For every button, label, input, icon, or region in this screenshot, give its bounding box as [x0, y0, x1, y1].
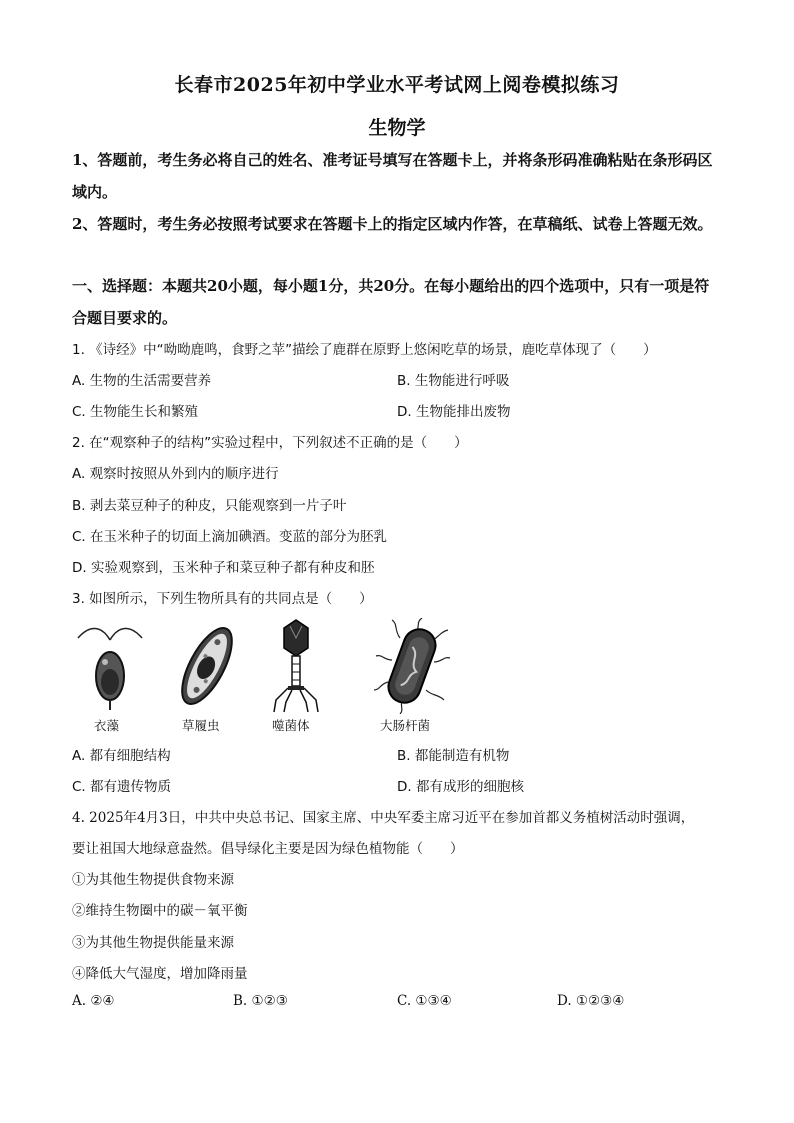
question-4-statement-3: ③为其他生物提供能量来源	[72, 935, 234, 951]
question-1-option-b: B. 生物能进行呼吸	[397, 373, 510, 389]
figure-label-paramecium: 草履虫	[182, 718, 220, 733]
figure-label-bacteriophage: 噬菌体	[272, 718, 310, 733]
figure-label-e-coli: 大肠杆菌	[380, 718, 431, 733]
question-3-option-c: C. 都有遗传物质	[72, 779, 172, 795]
question-1-stem: 1. 《诗经》中“呦呦鹿鸣，食野之苹”描绘了鹿群在原野上悠闲吃草的场景，鹿吃草体现了（ ）	[72, 342, 657, 358]
question-3-option-b: B. 都能制造有机物	[397, 748, 510, 764]
question-4-option-a: A. ②④	[72, 993, 115, 1009]
instruction-2: 2、答题时，考生务必按照考试要求在答题卡上的指定区域内作答，在草稿纸、试卷上答题无效。	[72, 215, 713, 233]
question-4-stem-line-2: 要让祖国大地绿意盎然。倡导绿化主要是因为绿色植物能（ ）	[72, 841, 464, 857]
subject-title: 生物学	[368, 117, 426, 139]
question-1-option-c: C. 生物能生长和繁殖	[72, 404, 199, 420]
question-4-option-b: B. ①②③	[233, 993, 288, 1009]
paramecium-image	[172, 618, 242, 714]
question-3-option-a: A. 都有细胞结构	[72, 748, 171, 764]
question-2-option-b: B. 剥去菜豆种子的种皮，只能观察到一片子叶	[72, 498, 347, 514]
instruction-1: 1、答题前，考生务必将自己的姓名、准考证号填写在答题卡上，并将条形码准确粘贴在条形码区域内。	[72, 151, 713, 201]
section-heading: 一、选择题：本题共20小题，每小题1分，共20分。在每小题给出的四个选项中，只有一项是符合题目要求的。	[72, 277, 710, 327]
question-3-option-d: D. 都有成形的细胞核	[397, 779, 524, 795]
question-2-stem: 2. 在“观察种子的结构”实验过程中，下列叙述不正确的是（ ）	[72, 435, 468, 451]
chlamydomonas-image	[72, 618, 148, 714]
question-1-option-d: D. 生物能排出废物	[397, 404, 511, 420]
question-4-statement-2: ②维持生物圈中的碳－氧平衡	[72, 903, 248, 919]
question-4-statement-1: ①为其他生物提供食物来源	[72, 872, 234, 888]
question-2-option-c: C. 在玉米种子的切面上滴加碘酒。变蓝的部分为胚乳	[72, 529, 388, 545]
organism-figure	[72, 618, 472, 738]
exam-title: 长春市2025年初中学业水平考试网上阅卷模拟练习	[174, 74, 620, 96]
figure-label-chlamydomonas: 衣藻	[94, 718, 120, 733]
question-4-option-d: D. ①②③④	[557, 993, 625, 1009]
question-1-option-a: A. 生物的生活需要营养	[72, 373, 212, 389]
question-4-stem-line-1: 4. 2025年4月3日，中共中央总书记、国家主席、中央军委主席习近平在参加首都义务植树活动时强调，	[72, 810, 695, 826]
question-4-statement-4: ④降低大气湿度，增加降雨量	[72, 966, 248, 982]
question-3-stem: 3. 如图所示，下列生物所具有的共同点是（ ）	[72, 591, 373, 607]
e-coli-image	[372, 618, 452, 714]
question-2-option-a: A. 观察时按照从外到内的顺序进行	[72, 466, 279, 482]
question-4-option-c: C. ①③④	[397, 993, 452, 1009]
bacteriophage-image	[268, 618, 324, 714]
question-2-option-d: D. 实验观察到，玉米种子和菜豆种子都有种皮和胚	[72, 560, 375, 576]
